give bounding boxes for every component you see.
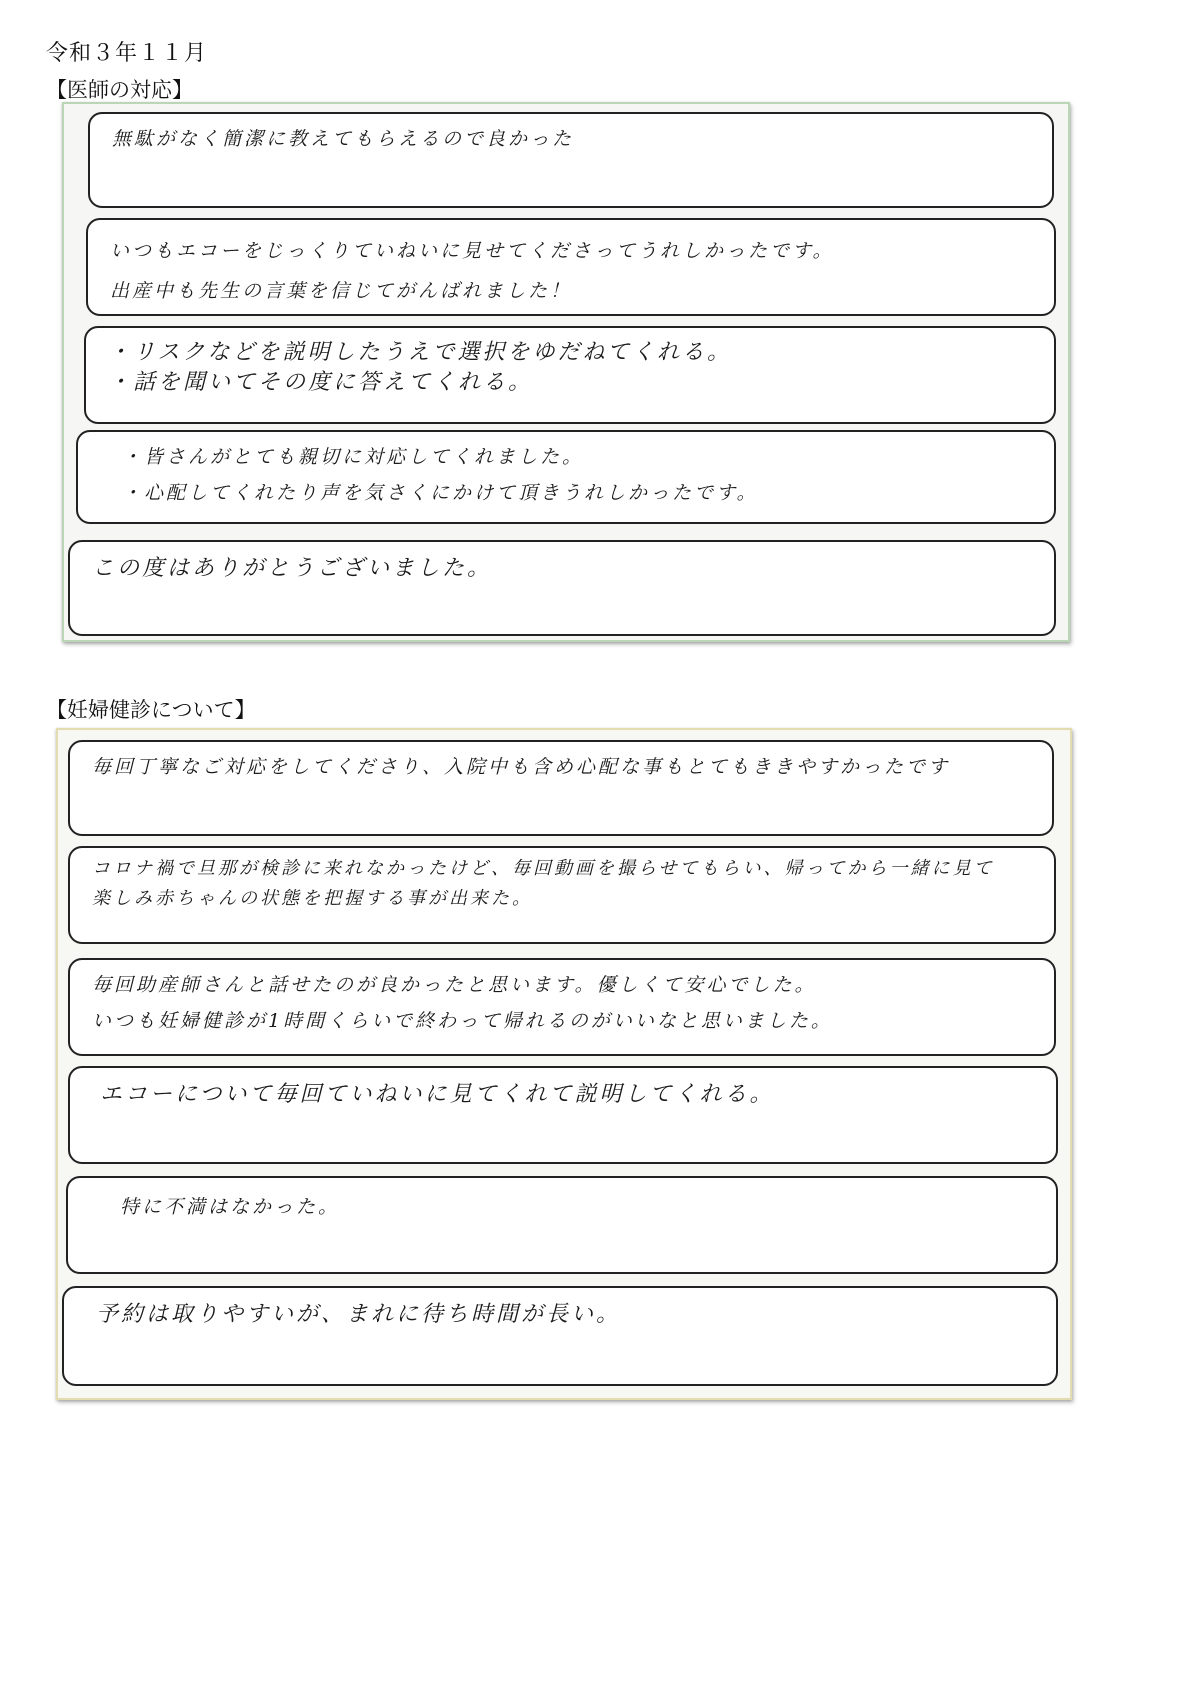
comment-line: 特に不満はなかった。 bbox=[120, 1196, 341, 1218]
comment-line: 毎回助産師さんと話せたのが良かったと思います。優しくて安心でした。 bbox=[92, 974, 817, 996]
comment-box bbox=[68, 958, 1056, 1056]
comment-line: ・話を聞いてその度に答えてくれる。 bbox=[108, 370, 534, 395]
comment-line: 出産中も先生の言葉を信じてがんばれました！ bbox=[110, 280, 573, 302]
comment-box bbox=[84, 326, 1056, 424]
comment-box bbox=[68, 540, 1056, 636]
section-title-prenatal: 【妊婦健診について】 bbox=[46, 698, 256, 722]
report-date: 令和３年１１月 bbox=[46, 41, 208, 66]
comment-card-doctor bbox=[62, 102, 1070, 642]
comment-line: コロナ禍で旦那が検診に来れなかったけど、毎回動画を撮らせてもらい、帰ってから一緒に見て bbox=[92, 858, 995, 879]
comment-line: エコーについて毎回ていねいに見てくれて説明してくれる。 bbox=[100, 1082, 775, 1107]
comment-box bbox=[88, 112, 1054, 208]
comment-box bbox=[76, 430, 1056, 524]
comment-box bbox=[66, 1176, 1058, 1274]
comment-line: 毎回丁寧なご対応をしてくださり、入院中も含め心配な事もとてもききやすかったです bbox=[92, 756, 951, 778]
comment-box bbox=[62, 1286, 1058, 1386]
comment-line: ・リスクなどを説明したうえで選択をゆだねてくれる。 bbox=[108, 340, 733, 365]
comment-line: いつもエコーをじっくりていねいに見せてくださってうれしかったです。 bbox=[110, 240, 835, 262]
comment-card-prenatal bbox=[56, 728, 1072, 1400]
section-title-doctor: 【医師の対応】 bbox=[46, 78, 193, 102]
comment-box bbox=[68, 1066, 1058, 1164]
comment-box bbox=[68, 846, 1056, 944]
comment-line: いつも妊婦健診が1時間くらいで終わって帰れるのがいいなと思いました。 bbox=[92, 1010, 833, 1032]
comment-line: 無駄がなく簡潔に教えてもらえるので良かった bbox=[112, 128, 575, 150]
comment-line: ・皆さんがとても親切に対応してくれました。 bbox=[122, 446, 585, 468]
comment-line: 予約は取りやすいが、まれに待ち時間が長い。 bbox=[96, 1302, 622, 1327]
comment-line: この度はありがとうございました。 bbox=[92, 556, 493, 581]
comment-box bbox=[86, 218, 1056, 316]
comment-box bbox=[68, 740, 1054, 836]
comment-line: 楽しみ赤ちゃんの状態を把握する事が出来た。 bbox=[92, 888, 533, 909]
comment-line: ・心配してくれたり声を気さくにかけて頂きうれしかったです。 bbox=[122, 482, 759, 504]
